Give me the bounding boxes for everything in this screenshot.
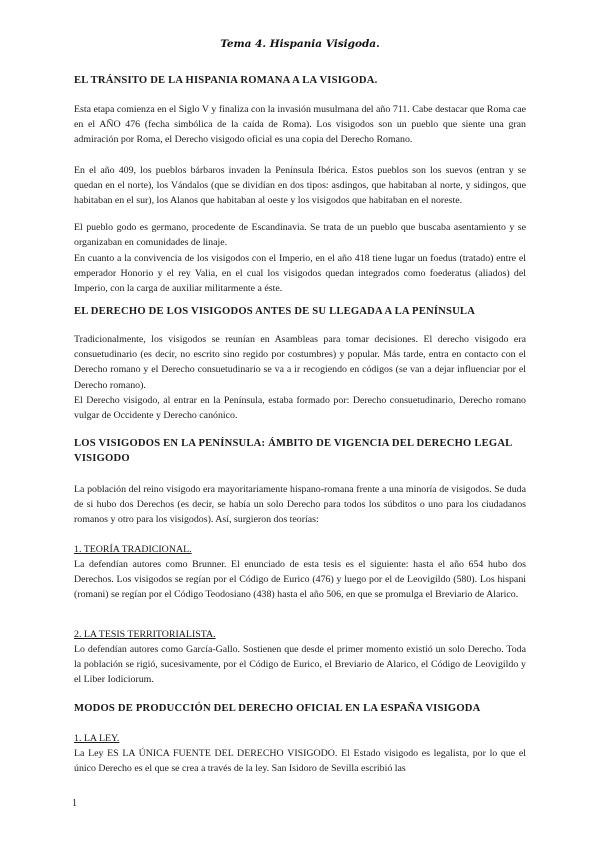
paragraph: La Ley ES LA ÚNICA FUENTE DEL DERECHO VISIGODO. El Estado visigodo es legalista, por lo que el único Derecho es el que se crea a través de la ley. San Isidoro de Sevilla escribió las: [74, 748, 526, 775]
page-number: 1: [72, 798, 77, 809]
paragraph: El pueblo godo es germano, procedente de Escandinavia. Se trata de un pueblo que buscaba asentamiento y se organizaban en comunidades de linaje.: [74, 222, 526, 249]
subsection-title-la-ley: 1. LA LEY.: [74, 733, 120, 744]
paragraph: El Derecho visigodo, al entrar en la Península, estaba formado por: Derecho consuetudinario, Derecho romano vulgar de Occidente y Derecho canónico.: [74, 395, 526, 422]
section-heading-transito: EL TRÁNSITO DE LA HISPANIA ROMANA A LA VISIGODA.: [74, 75, 378, 86]
section-heading-modos-produccion: MODOS DE PRODUCCIÓN DEL DERECHO OFICIAL EN LA ESPAÑA VISIGODA: [74, 703, 481, 714]
section-heading-visigodos-peninsula: LOS VISIGODOS EN LA PENÍNSULA: ÁMBITO DE VIGENCIA DEL DERECHO LEGAL VISIGODO: [74, 438, 512, 464]
paragraph: La defendían autores como Brunner. El enunciado de esta tesis es el siguiente: hasta el año 654 hubo dos Derechos. Los visigodos se regían por el Código de Eurico (476) y luego por el de Leovigildo (580). Los hispani (romani) se regían por el Código Teodosiano (438) hasta el año 506, en que se promulga el Breviario de Alarico.: [74, 559, 526, 601]
section-heading-derecho-visigodos: EL DERECHO DE LOS VISIGODOS ANTES DE SU LLEGADA A LA PENÍNSULA: [74, 306, 476, 317]
paragraph: Lo defendían autores como García-Gallo. Sostienen que desde el primer momento existió un solo Derecho. Toda la población se rigió, sucesivamente, por el Código de Eurico, el Breviario de Alarico, el Código de Leovigildo y el Liber Iodiciorum.: [74, 644, 526, 686]
subsection-title-tesis-territorialista: 2. LA TESIS TERRITORIALISTA.: [74, 629, 216, 640]
paragraph: En el año 409, los pueblos bárbaros invaden la Península Ibérica. Estos pueblos son los suevos (entran y se quedan en el norte), los Vándalos (que se dividían en dos tipos: asdingos, que habitaban al norte, y sidingos, que habitaban en el sur), los Alanos que habitaban al oeste y los visigodos que habitaban en el noreste.: [74, 165, 526, 207]
document-title: Tema 4. Hispania Visigoda.: [220, 38, 380, 50]
paragraph: La población del reino visigodo era mayoritariamente hispano-romana frente a una minoría de visigodos. Se duda de si hubo dos Derechos (es decir, se había un solo Derecho para todos los súbditos o uno para los ciudadanos romanos y otro para los visigodos). Así, surgieron dos teorías:: [74, 484, 526, 526]
paragraph: Esta etapa comienza en el Siglo V y finaliza con la invasión musulmana del año 711. Cabe destacar que Roma cae en el AÑO 476 (fecha simbólica de la caída de Roma). Los visigodos son un pueblo que siente una gran admiración por Roma, el Derecho visigodo oficial es una copia del Derecho Romano.: [74, 104, 526, 146]
subsection-title-teoria-tradicional: 1. TEORÍA TRADICIONAL.: [74, 544, 192, 555]
paragraph: Tradicionalmente, los visigodos se reunían en Asambleas para tomar decisiones. El derecho visigodo era consuetudinario (es decir, no escrito sino regido por costumbres) y popular. Más tarde, entra en contacto con el Derecho romano y el Derecho consuetudinario se va a ir recogiendo en códigos (se van a dejar influenciar por el Derecho romano).: [74, 334, 526, 391]
paragraph: En cuanto a la convivencia de los visigodos con el Imperio, en el año 418 tiene lugar un foedus (tratado) entre el emperador Honorio y el rey Valia, en el cual los visigodos quedan integrados como foederatus (aliados) del Imperio, con la carga de auxiliar militarmente a éste.: [74, 253, 526, 295]
